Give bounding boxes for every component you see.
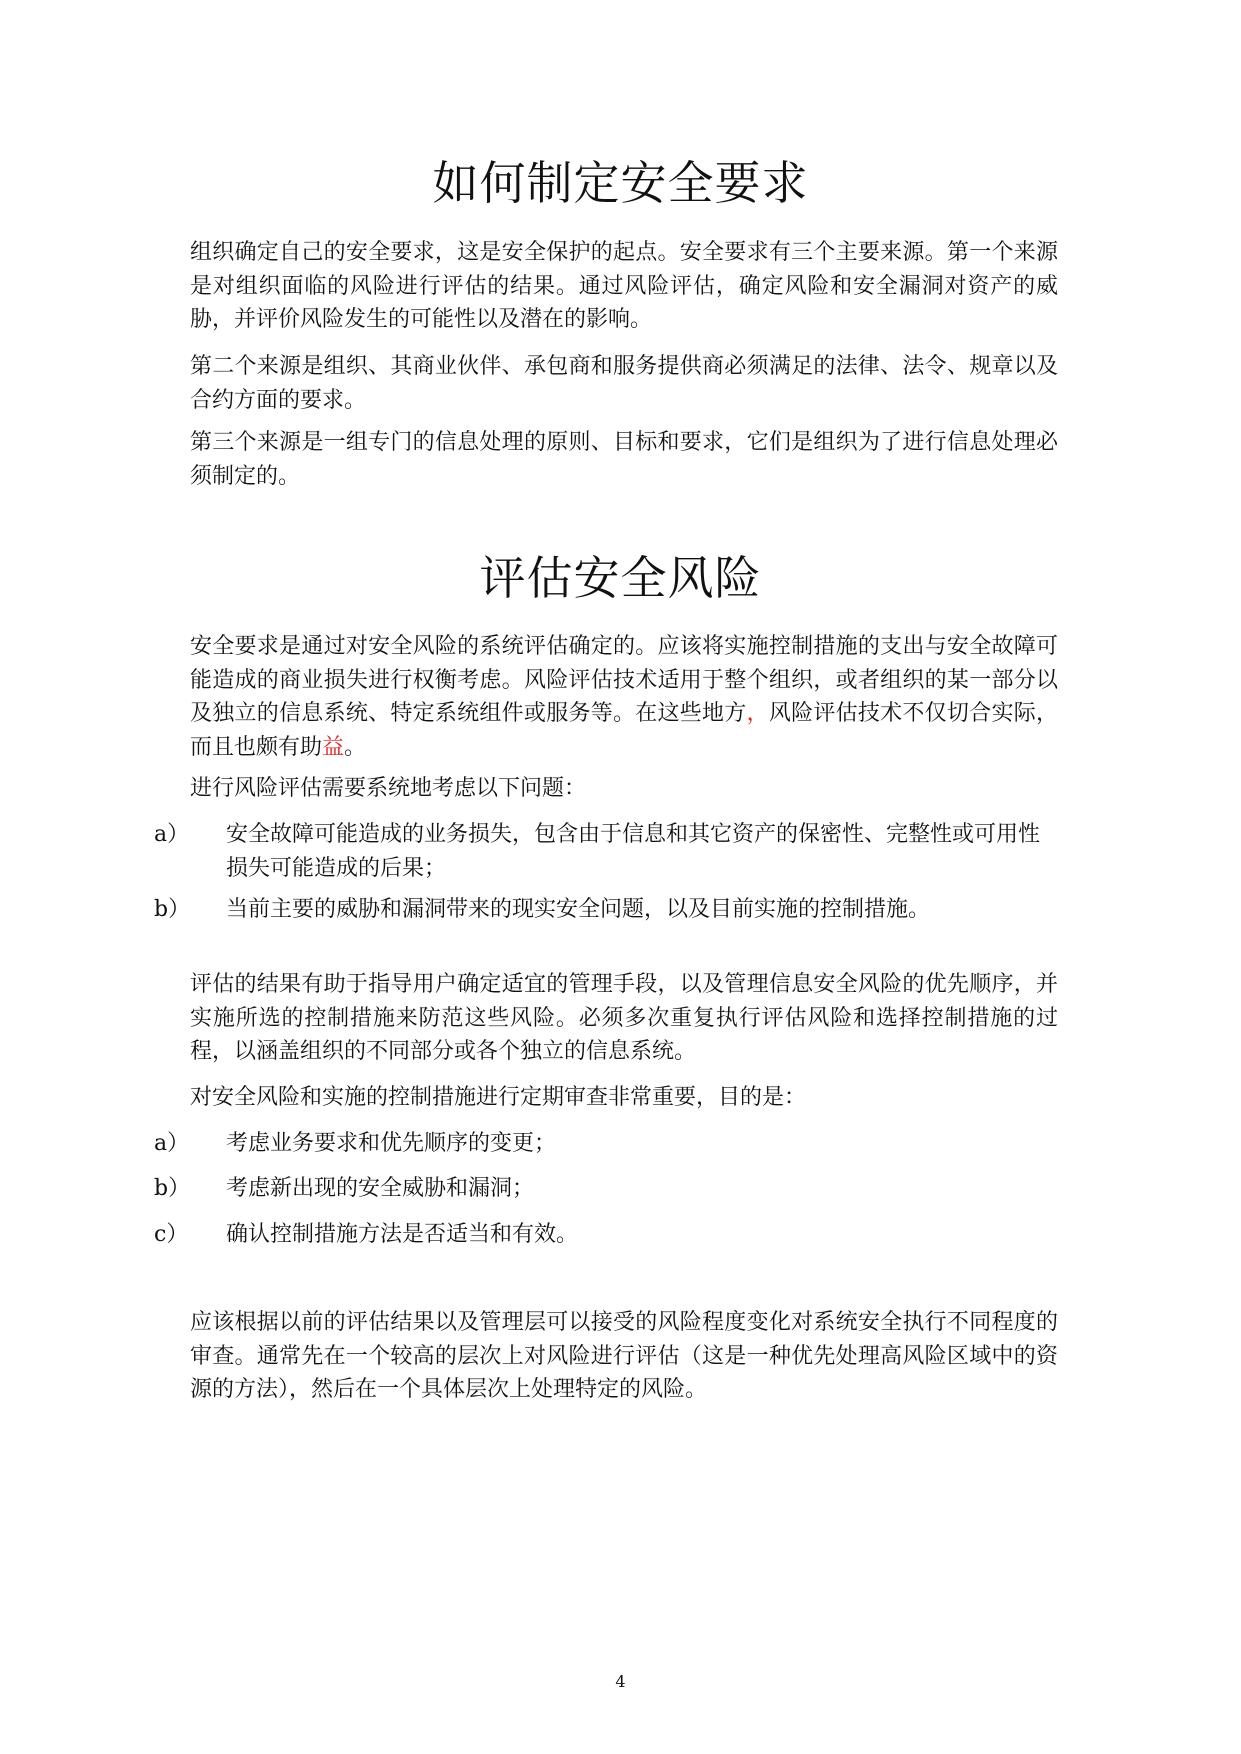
list-item-text: 确认控制措施方法是否适当和有效。 [226, 1222, 579, 1247]
list-item [154, 1127, 1058, 1161]
list-marker: b） [154, 1176, 191, 1201]
list-item-text: 当前主要的威胁和漏洞带来的现实安全问题，以及目前实施的控制措施。 [226, 897, 931, 922]
list-item [154, 1218, 1058, 1252]
paragraph-assessment-results: 评估的结果有助于指导用户确定适宜的管理手段，以及管理信息安全风险的优先顺序，并实施所选的控制措施来防范这些风险。必须多次重复执行评估风险和选择控制措施的过程，以涵盖组织的不同部分或各个独立的信息系统。 [190, 972, 1058, 1064]
highlighted-character: 益 [322, 734, 345, 760]
list-item [154, 893, 1058, 927]
paragraph-second-source: 第二个来源是组织、其商业伙伴、承包商和服务提供商必须满足的法律、法令、规章以及合约方面的要求。 [190, 354, 1058, 413]
list-marker: b） [154, 897, 191, 922]
list-item [154, 818, 1058, 885]
section-title-security-requirements: 如何制定安全要求 [432, 156, 809, 210]
paragraph-risk-assessment [190, 630, 1058, 764]
paragraph-risk-assessment-part-c: 。 [344, 734, 367, 760]
section-title-assess-risk: 评估安全风险 [479, 551, 762, 605]
highlighted-comma: ， [746, 701, 769, 726]
page-number: 4 [615, 1672, 626, 1691]
list-item-text: 安全故障可能造成的业务损失，包含由于信息和其它资产的保密性、完整性或可用性损失可能造成的后果； [226, 822, 1041, 881]
list-item-text: 考虑业务要求和优先顺序的变更； [226, 1131, 557, 1156]
list-marker: a） [154, 1131, 190, 1156]
paragraph-periodic-review: 对安全风险和实施的控制措施进行定期审查非常重要，目的是： [190, 1085, 807, 1110]
list-item [154, 1172, 1058, 1206]
paragraph-third-source: 第三个来源是一组专门的信息处理的原则、目标和要求，它们是组织为了进行信息处理必须制定的。 [190, 430, 1058, 489]
list-marker: c） [154, 1222, 189, 1247]
list-marker: a） [154, 822, 190, 847]
list-item-text: 考虑新出现的安全威胁和漏洞； [226, 1176, 535, 1201]
paragraph-risk-assessment-part-b: 风险评估技术不仅切合实际，而且也颇有助 [190, 701, 1058, 760]
paragraph-review-levels: 应该根据以前的评估结果以及管理层可以接受的风险程度变化对系统安全执行不同程度的审查。通常先在一个较高的层次上对风险进行评估（这是一种优先处理高风险区域中的资源的方法），然后在一个具体层次上处理特定的风险。 [190, 1310, 1058, 1402]
paragraph-consider-issues: 进行风险评估需要系统地考虑以下问题： [190, 776, 587, 801]
paragraph-risk-assessment-part-a: 安全要求是通过对安全风险的系统评估确定的。应该将实施控制措施的支出与安全故障可能造成的商业损失进行权衡考虑。风险评估技术适用于整个组织，或者组织的某一部分以及独立的信息系统、特定系统组件或服务等。在这些地方 [190, 634, 1058, 726]
paragraph-requirements-sources: 组织确定自己的安全要求，这是安全保护的起点。安全要求有三个主要来源。第一个来源是对组织面临的风险进行评估的结果。通过风险评估，确定风险和安全漏洞对资产的威胁，并评价风险发生的可能性以及潜在的影响。 [190, 240, 1058, 332]
